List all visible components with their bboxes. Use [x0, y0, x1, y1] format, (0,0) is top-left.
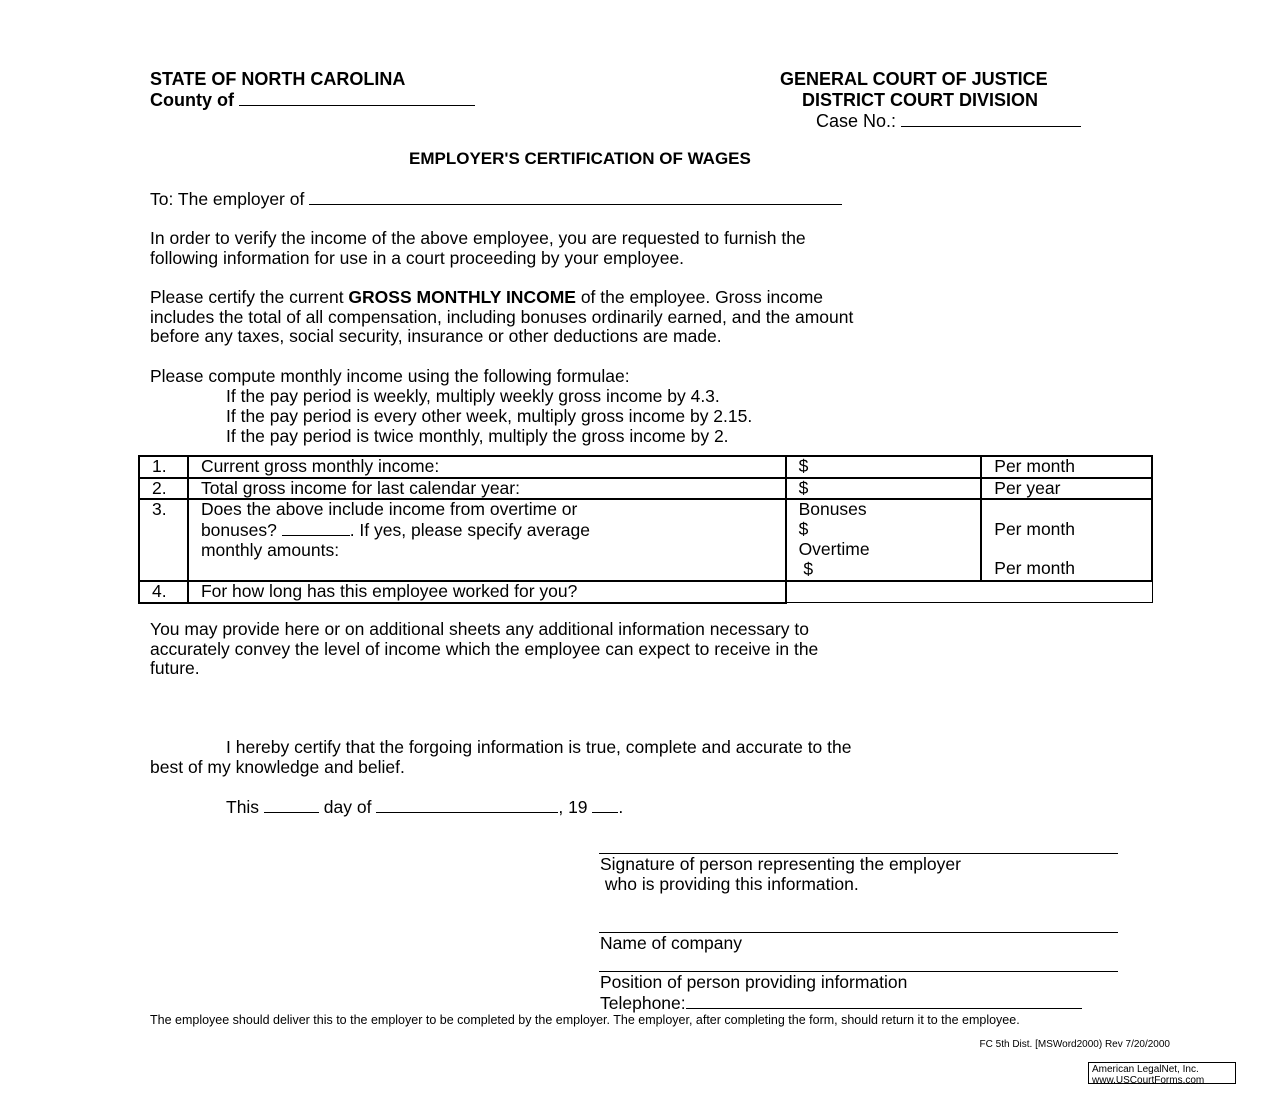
- wages-table: [138, 455, 1153, 604]
- date-end: .: [618, 797, 624, 817]
- telephone-line: [600, 993, 1082, 1014]
- question-line: Does the above include income from overtime or: [200, 499, 578, 520]
- county-label: County of: [150, 90, 234, 110]
- row-number: 3.: [139, 499, 188, 581]
- signature-label: Signature of person representing the employer: [600, 854, 961, 874]
- amount-field[interactable]: $: [786, 478, 982, 500]
- date-this: This: [226, 797, 264, 817]
- row-question: Current gross monthly income:: [188, 456, 786, 478]
- case-number-label: Case No.:: [816, 111, 897, 131]
- certify-line-2: best of my knowledge and belief.: [150, 757, 405, 777]
- county-field[interactable]: [239, 90, 475, 106]
- county-line: [150, 90, 475, 110]
- employment-length-field[interactable]: [786, 581, 1152, 603]
- additional-info-paragraph: You may provide here or on additional sheets any additional information necessary to accurately convey the level of income which the employee can expect to receive in the future.: [150, 619, 819, 679]
- formula-biweekly: If the pay period is every other week, multiply gross income by 2.15.: [226, 406, 753, 426]
- gross-income-text-1: Please certify the current: [150, 287, 349, 307]
- publisher-website: www.USCourtForms.com: [1092, 1075, 1205, 1086]
- overtime-yes-no-field[interactable]: [282, 520, 350, 536]
- question-line: monthly amounts:: [200, 539, 340, 560]
- revision-code: FC 5th Dist. [MSWord2000) Rev 7/20/2000: [979, 1039, 1170, 1050]
- formula-intro: Please compute monthly income using the following formulae:: [150, 366, 630, 386]
- amount-field[interactable]: $: [786, 456, 982, 478]
- telephone-label: Telephone:: [600, 993, 686, 1013]
- court-heading: GENERAL COURT OF JUSTICE: [780, 69, 1048, 89]
- table-row: [139, 478, 1152, 500]
- to-label: To: The employer of: [150, 189, 305, 209]
- case-number-field[interactable]: [901, 111, 1081, 127]
- date-day-of: day of: [318, 797, 377, 817]
- overtime-unit: Per month: [994, 558, 1075, 579]
- row-unit: Per month: [981, 456, 1152, 478]
- signature-sublabel: who is providing this information.: [600, 874, 859, 894]
- publisher-name: American LegalNet, Inc.: [1092, 1064, 1199, 1075]
- publisher-stamp: [1088, 1062, 1236, 1084]
- bonuses-label: Bonuses: [798, 499, 867, 520]
- row-number: 4.: [139, 581, 188, 603]
- row-question: [188, 499, 786, 581]
- gross-income-text-2: of the employee. Gross income includes the total of all compensation, including bonuses ordinarily earned, and the amount before any taxes, social security, insurance or other deductions are made.: [150, 287, 854, 347]
- month-field[interactable]: [376, 797, 558, 813]
- division-heading: DISTRICT COURT DIVISION: [802, 90, 1039, 110]
- case-number-line: [816, 111, 1081, 131]
- formula-weekly: If the pay period is weekly, multiply weekly gross income by 4.3.: [226, 386, 720, 406]
- bonus-unit: Per month: [994, 519, 1075, 540]
- question-specify: . If yes, please specify average: [349, 520, 590, 541]
- gross-income-paragraph: [150, 288, 853, 347]
- table-row: [139, 499, 1152, 581]
- row-number: 2.: [139, 478, 188, 500]
- date-line: [226, 797, 623, 818]
- formula-semimonthly: If the pay period is twice monthly, multiply the gross income by 2.: [226, 426, 729, 446]
- form-title: EMPLOYER'S CERTIFICATION OF WAGES: [409, 149, 751, 168]
- overtime-label: Overtime: [798, 538, 870, 559]
- employee-name-field[interactable]: [309, 189, 842, 205]
- row-question: Total gross income for last calendar year:: [188, 478, 786, 500]
- telephone-field[interactable]: [686, 993, 1082, 1009]
- row-unit: [981, 499, 1152, 581]
- bonus-amount-field[interactable]: $: [798, 519, 809, 540]
- question-bonuses: bonuses?: [200, 520, 282, 541]
- certify-line-1: I hereby certify that the forgoing information is true, complete and accurate to the: [226, 737, 852, 757]
- company-name-label: Name of company: [600, 933, 743, 953]
- table-row: [139, 581, 1152, 603]
- position-label: Position of person providing information: [600, 972, 908, 992]
- table-row: [139, 456, 1152, 478]
- day-field[interactable]: [264, 797, 319, 813]
- date-year-prefix: , 19: [558, 797, 593, 817]
- row-unit: Per year: [981, 478, 1152, 500]
- overtime-amount-field[interactable]: $: [798, 558, 814, 579]
- bonus-overtime-amounts: [786, 499, 982, 581]
- state-heading: STATE OF NORTH CAROLINA: [150, 69, 406, 89]
- intro-paragraph: In order to verify the income of the above employee, you are requested to furnish the following information for use in a court proceeding by your employee.: [150, 228, 806, 268]
- year-field[interactable]: [592, 797, 618, 813]
- gross-income-emphasis: GROSS MONTHLY INCOME: [348, 287, 576, 307]
- question-line: [201, 520, 785, 541]
- delivery-footnote: The employee should deliver this to the employer to be completed by the employer. The employer, after completing the form, should return it to the employee.: [150, 1013, 1020, 1027]
- row-question: For how long has this employee worked for you?: [188, 581, 786, 603]
- to-line: [150, 189, 842, 210]
- row-number: 1.: [139, 456, 188, 478]
